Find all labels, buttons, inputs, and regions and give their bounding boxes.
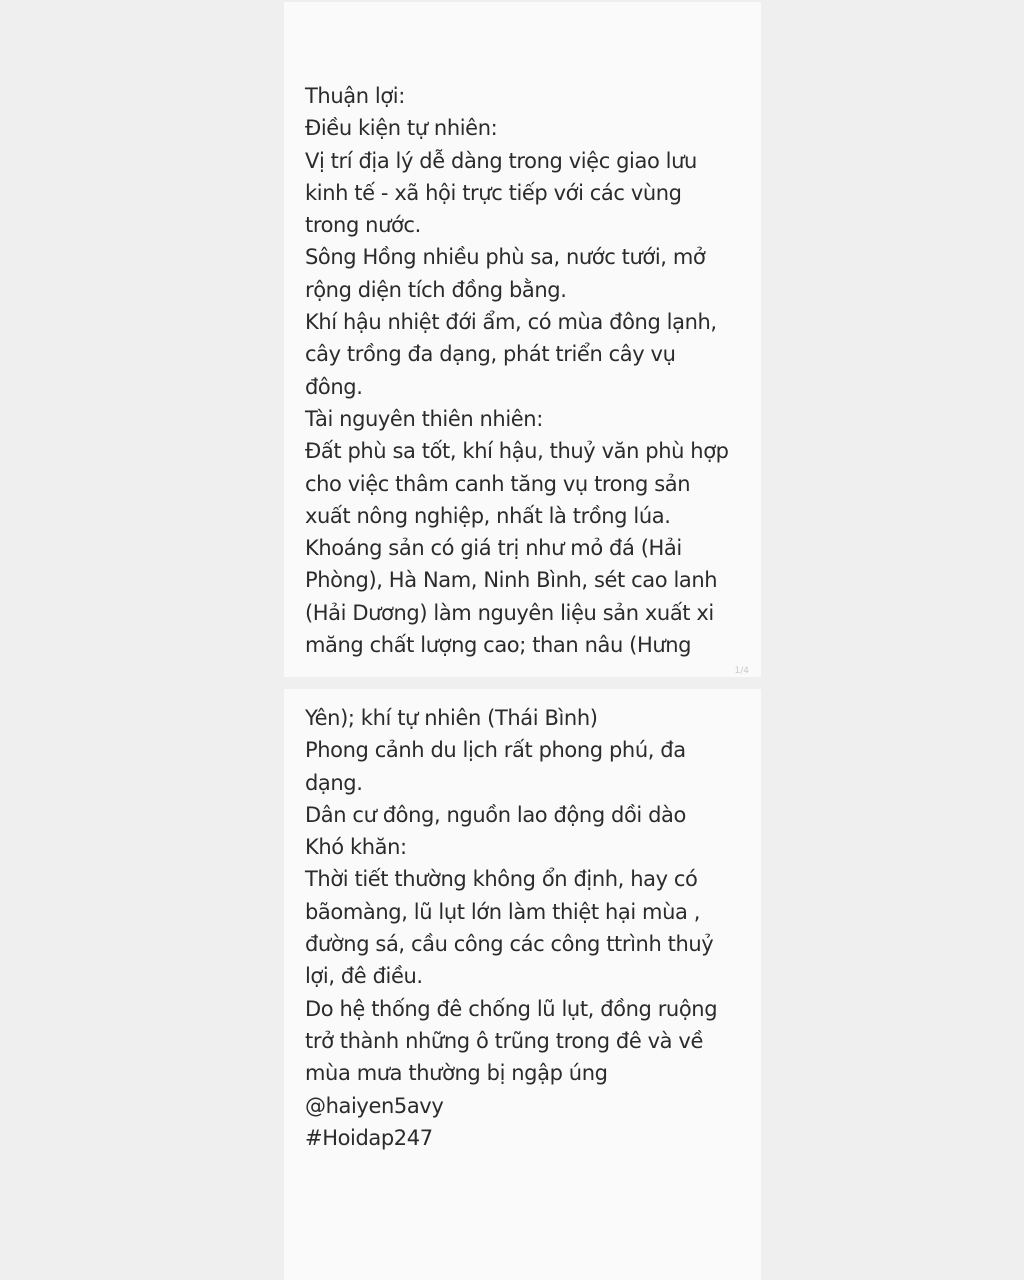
text-line: Phong cảnh du lịch rất phong phú, đa (305, 738, 686, 763)
text-line: trở thành những ô trũng trong đê và về (305, 1028, 703, 1053)
text-line: dạng. (305, 770, 363, 795)
text-line: măng chất lượng cao; than nâu (Hưng (305, 633, 692, 658)
text-line: Đất phù sa tốt, khí hậu, thuỷ văn phù hợp (305, 439, 729, 464)
document-page-1[interactable] (284, 2, 761, 677)
text-line: Phòng), Hà Nam, Ninh Bình, sét cao lanh (305, 568, 718, 593)
text-line: xuất nông nghiệp, nhất là trồng lúa. (305, 503, 671, 528)
username-mention: @haiyen5avy (305, 1093, 444, 1118)
text-line: trong nước. (305, 213, 421, 238)
text-line: rộng diện tích đồng bằng. (305, 277, 567, 302)
text-line: Dân cư đông, nguồn lao động dồi dào (305, 802, 686, 827)
page-number-indicator: 1/4 (734, 666, 749, 676)
text-line: (Hải Dương) làm nguyên liệu sản xuất xi (305, 600, 714, 625)
text-line: Do hệ thống đê chống lũ lụt, đồng ruộng (305, 996, 718, 1021)
hashtag: #Hoidap247 (305, 1125, 433, 1150)
text-line: Yên); khí tự nhiên (Thái Bình) (305, 706, 598, 730)
text-line: Khó khăn: (305, 835, 407, 860)
text-line: Thời tiết thường không ổn định, hay có (305, 867, 698, 892)
text-line: Thuận lợi: (305, 84, 405, 108)
text-line: lợi, đê điều. (305, 964, 423, 989)
text-line: mùa mưa thường bị ngập úng (305, 1061, 608, 1086)
page-2-text (305, 702, 747, 1154)
text-line: Điều kiện tự nhiên: (305, 116, 498, 141)
text-line: bãomàng, lũ lụt lớn làm thiệt hại mùa , (305, 899, 701, 924)
text-line: Khoáng sản có giá trị như mỏ đá (Hải (305, 536, 682, 561)
text-line: đường sá, cầu công các công ttrình thuỷ (305, 932, 714, 957)
text-line: kinh tế - xã hội trực tiếp với các vùng (305, 180, 682, 205)
text-line: đông. (305, 374, 363, 399)
document-page-2[interactable] (284, 689, 761, 1280)
page-1-text (305, 80, 747, 661)
text-line: cây trồng đa dạng, phát triển cây vụ (305, 342, 676, 367)
text-line: Vị trí địa lý dễ dàng trong việc giao lưu (305, 148, 697, 173)
text-line: cho việc thâm canh tăng vụ trong sản (305, 471, 691, 496)
text-line: Tài nguyên thiên nhiên: (305, 406, 543, 431)
text-line: Khí hậu nhiệt đới ẩm, có mùa đông lạnh, (305, 310, 717, 335)
text-line: Sông Hồng nhiều phù sa, nước tưới, mở (305, 245, 706, 270)
